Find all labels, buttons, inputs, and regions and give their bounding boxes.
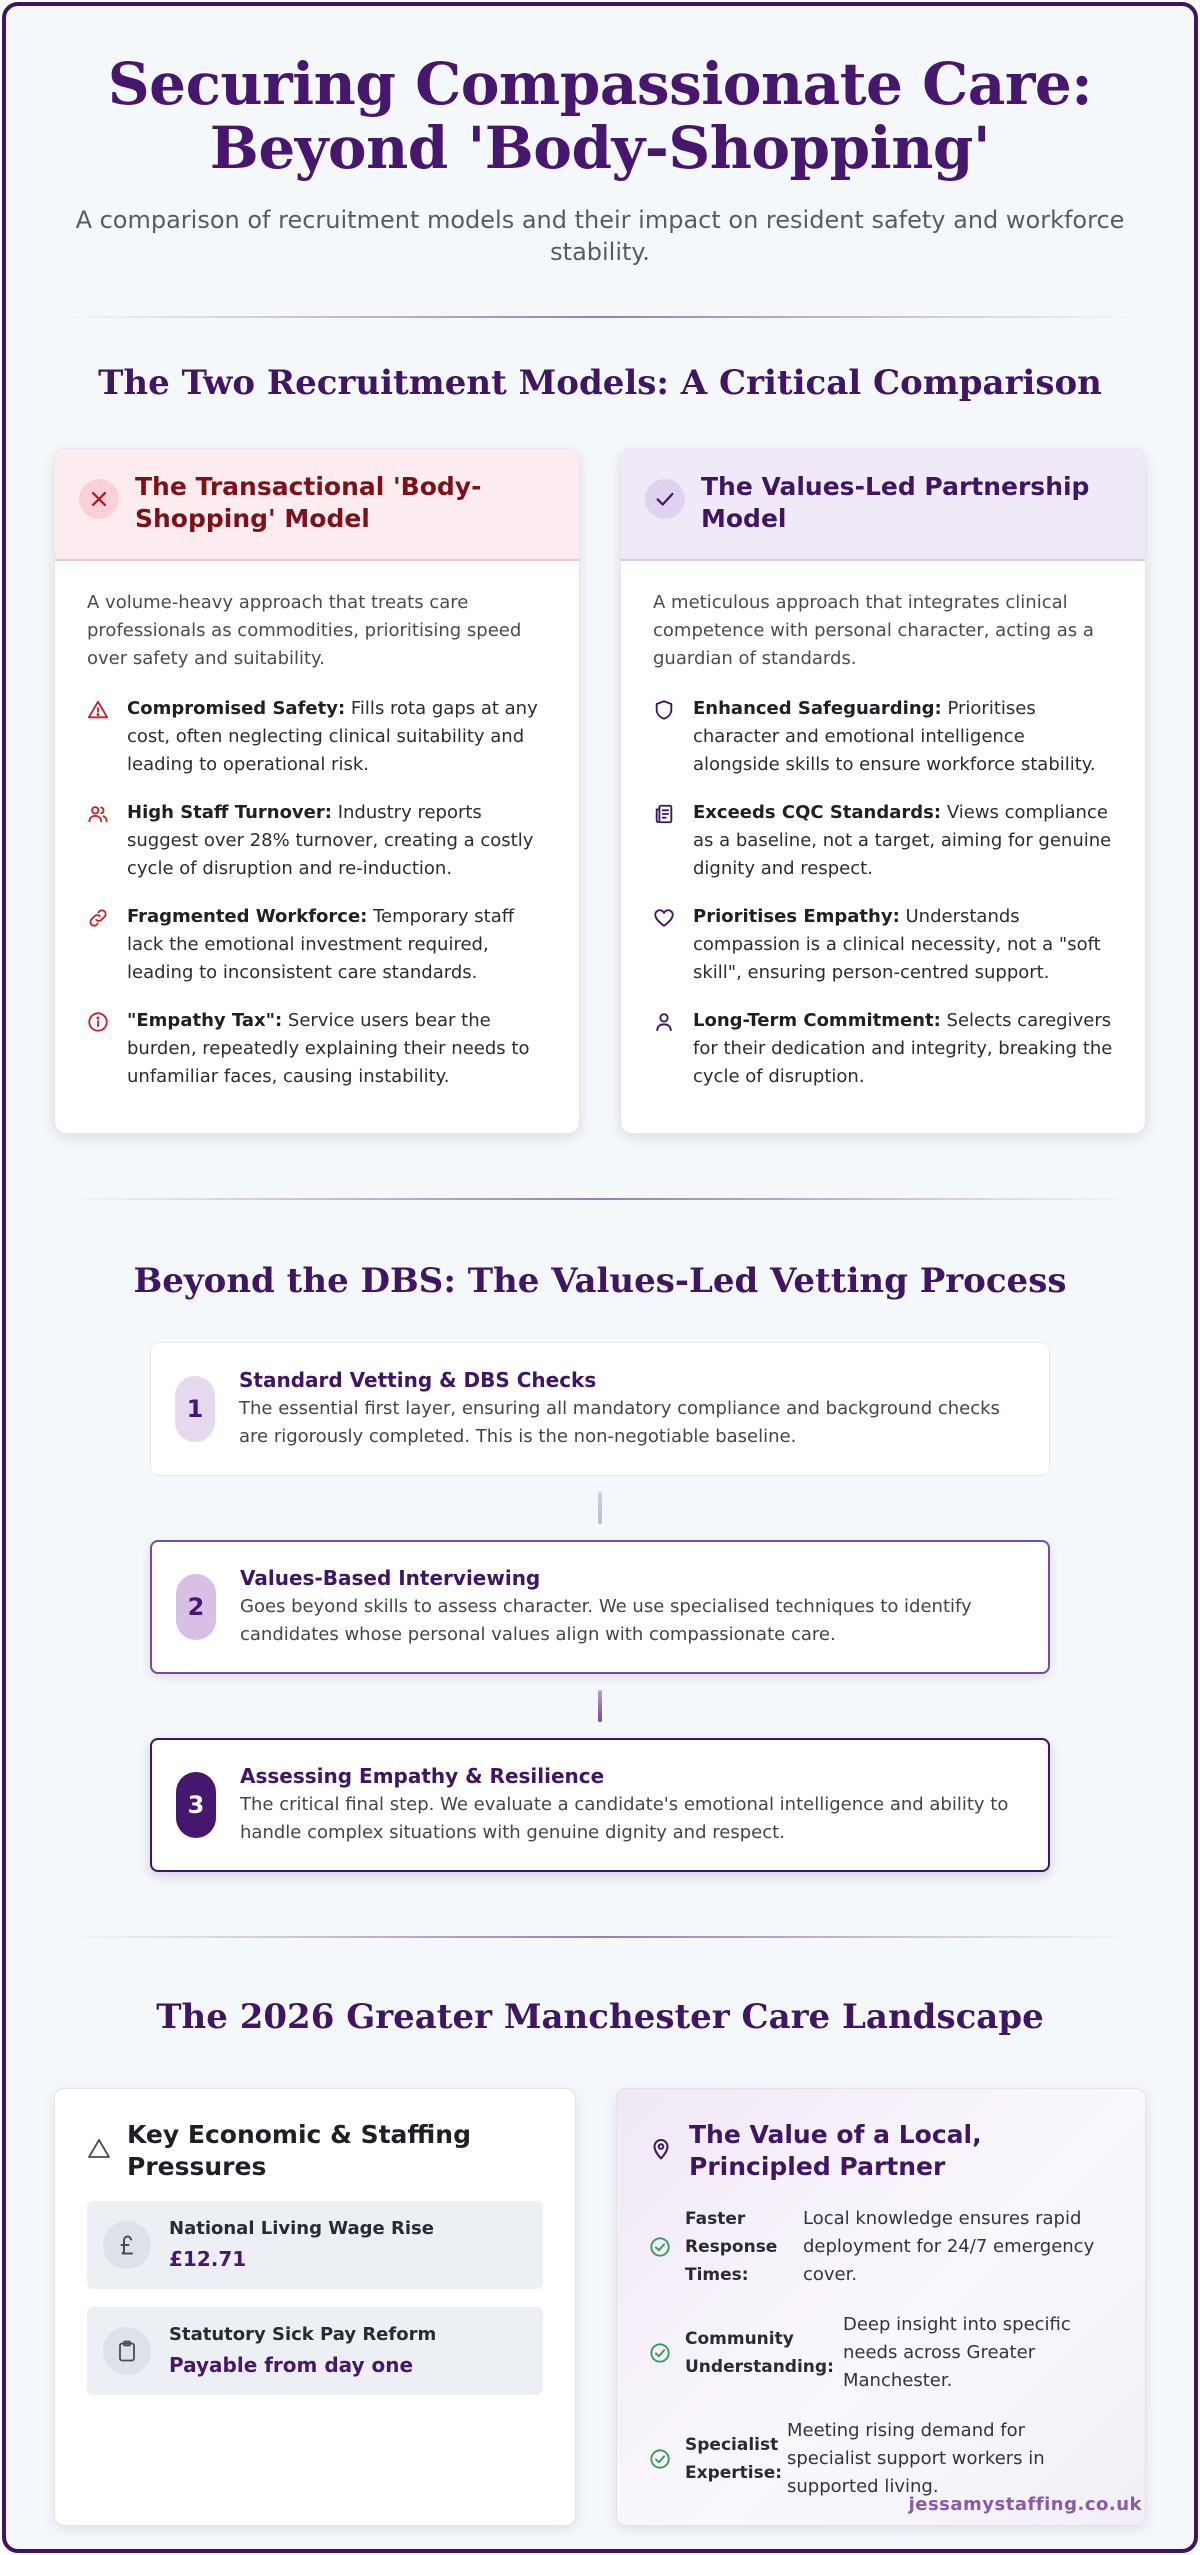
benefit-item (649, 2311, 1113, 2395)
point-text: Prioritises character and emotional intelligence alongside skills to ensure workforce stability. (693, 698, 1096, 775)
map-pin-icon (649, 2137, 673, 2161)
point-text: Service users bear the burden, repeatedly explaining their needs to unfamiliar faces, causing instability. (127, 1010, 530, 1087)
partner-card (616, 2088, 1146, 2526)
page-header (6, 6, 1194, 268)
point-label: Long-Term Commitment: (693, 1010, 941, 1031)
benefit-item (649, 2205, 1113, 2289)
divider (60, 1936, 1140, 1938)
partnership-card-body (621, 561, 1145, 1121)
point-label: Enhanced Safeguarding: (693, 698, 942, 719)
benefit-label: Community Understanding: (685, 2329, 834, 2377)
check-icon (645, 479, 685, 519)
point-label: Fragmented Workforce: (127, 906, 368, 927)
point-text: Selects caregivers for their dedication and integrity, breaking the cycle of disruption. (693, 1010, 1113, 1087)
pound-icon (103, 2221, 151, 2269)
person-icon (653, 1011, 675, 1033)
pressures-card (54, 2088, 576, 2526)
warning-triangle-icon (87, 699, 109, 721)
stat-label: Statutory Sick Pay Reform (169, 2324, 437, 2345)
point-label: Compromised Safety: (127, 698, 346, 719)
partnership-card-header (621, 449, 1145, 561)
list-item (653, 799, 1113, 883)
check-circle-icon (649, 2448, 671, 2470)
step-connector (598, 1690, 602, 1722)
list-item (87, 695, 547, 779)
benefit-item (649, 2417, 1113, 2501)
page-title (6, 52, 1194, 180)
vetting-step-1 (150, 1342, 1050, 1476)
page-frame (2, 2, 1198, 2553)
point-label: High Staff Turnover: (127, 802, 332, 823)
list-item (653, 903, 1113, 987)
page-subtitle: A comparison of recruitment models and their impact on resident safety and workforce stability. (75, 206, 1125, 266)
users-icon (87, 803, 109, 825)
stat-value: £12.71 (169, 2247, 247, 2271)
footer-site-link[interactable]: jessamystaffing.co.uk (908, 2494, 1142, 2515)
step-number: 2 (176, 1574, 216, 1640)
step-text: The essential first layer, ensuring all mandatory compliance and background checks are rigorously completed. This is the non-negotiable baseline. (239, 1398, 1000, 1447)
benefit-text: Local knowledge ensures rapid deployment for 24/7 emergency cover. (803, 2208, 1095, 2285)
transactional-intro: A volume-heavy approach that treats care professionals as commodities, prioritising speed over safety and suitability. (87, 592, 522, 669)
warning-triangle-icon (87, 2137, 111, 2161)
benefit-text: Meeting rising demand for specialist support workers in supported living. (787, 2420, 1045, 2497)
vetting-step-3 (150, 1738, 1050, 1872)
point-label: Prioritises Empathy: (693, 906, 900, 927)
stat-item (87, 2201, 543, 2289)
stat-label: National Living Wage Rise (169, 2218, 434, 2239)
landscape-heading: The 2026 Greater Manchester Care Landscape (156, 1997, 1044, 2037)
step-text: Goes beyond skills to assess character. We use specialised techniques to identify candidates whose personal values align with compassionate care. (240, 1596, 972, 1645)
partnership-card-title: The Values-Led Partnership Model (701, 472, 1090, 533)
heart-icon (653, 907, 675, 929)
transactional-card-header (55, 449, 579, 561)
divider (60, 316, 1140, 318)
step-number: 3 (176, 1772, 216, 1838)
shield-icon (653, 699, 675, 721)
step-title: Values-Based Interviewing (240, 1566, 541, 1590)
list-item (87, 903, 547, 987)
benefit-text: Deep insight into specific needs across Greater Manchester. (843, 2314, 1071, 2391)
point-text: Industry reports suggest over 28% turnover, creating a costly cycle of disruption and re-induction. (127, 802, 534, 879)
benefit-label: Specialist Expertise: (685, 2435, 783, 2483)
point-text: Understands compassion is a clinical necessity, not a "soft skill", ensuring person-centred support. (693, 906, 1101, 983)
point-label: Exceeds CQC Standards: (693, 802, 942, 823)
transactional-card-title: The Transactional 'Body-Shopping' Model (135, 472, 482, 533)
list-item (653, 695, 1113, 779)
document-icon (653, 803, 675, 825)
check-circle-icon (649, 2236, 671, 2258)
step-title: Standard Vetting & DBS Checks (239, 1368, 597, 1392)
check-circle-icon (649, 2342, 671, 2364)
list-item (87, 1007, 547, 1091)
point-label: "Empathy Tax": (127, 1010, 283, 1031)
point-text: Temporary staff lack the emotional investment required, leading to inconsistent care standards. (127, 906, 515, 983)
landscape-section (6, 2088, 1194, 2526)
point-text: Views compliance as a baseline, not a target, aiming for genuine dignity and respect. (693, 802, 1112, 879)
info-circle-icon (87, 1011, 109, 1033)
partnership-model-card (620, 448, 1146, 1134)
title-line-2: Beyond 'Body-Shopping' (209, 114, 991, 182)
comparison-heading: The Two Recruitment Models: A Critical Comparison (98, 363, 1102, 403)
vetting-heading: Beyond the DBS: The Values-Led Vetting Process (133, 1261, 1067, 1301)
pressures-title: Key Economic & Staffing Pressures (127, 2120, 471, 2181)
list-item (87, 799, 547, 883)
comparison-section (6, 448, 1194, 1134)
transactional-model-card (54, 448, 580, 1134)
clipboard-icon (103, 2327, 151, 2375)
divider (60, 1198, 1140, 1200)
title-line-1: Securing Compassionate Care: (107, 50, 1093, 118)
stat-value: Payable from day one (169, 2353, 414, 2377)
x-icon (79, 479, 119, 519)
step-text: The critical final step. We evaluate a candidate's emotional intelligence and ability to handle complex situations with genuine dignity and respect. (240, 1794, 1009, 1843)
step-number: 1 (175, 1376, 215, 1442)
point-text: Fills rota gaps at any cost, often neglecting clinical suitability and leading to operational risk. (127, 698, 538, 775)
list-item (653, 1007, 1113, 1091)
stat-item (87, 2307, 543, 2395)
partner-title: The Value of a Local, Principled Partner (689, 2120, 982, 2181)
step-connector (598, 1492, 602, 1524)
vetting-step-2 (150, 1540, 1050, 1674)
benefit-label: Faster Response Times: (685, 2209, 778, 2285)
step-title: Assessing Empathy & Resilience (240, 1764, 605, 1788)
broken-link-icon (87, 907, 109, 929)
partnership-intro: A meticulous approach that integrates clinical competence with personal character, acting as a guardian of standards. (653, 592, 1094, 669)
vetting-steps (150, 1342, 1050, 1872)
transactional-card-body (55, 561, 579, 1121)
